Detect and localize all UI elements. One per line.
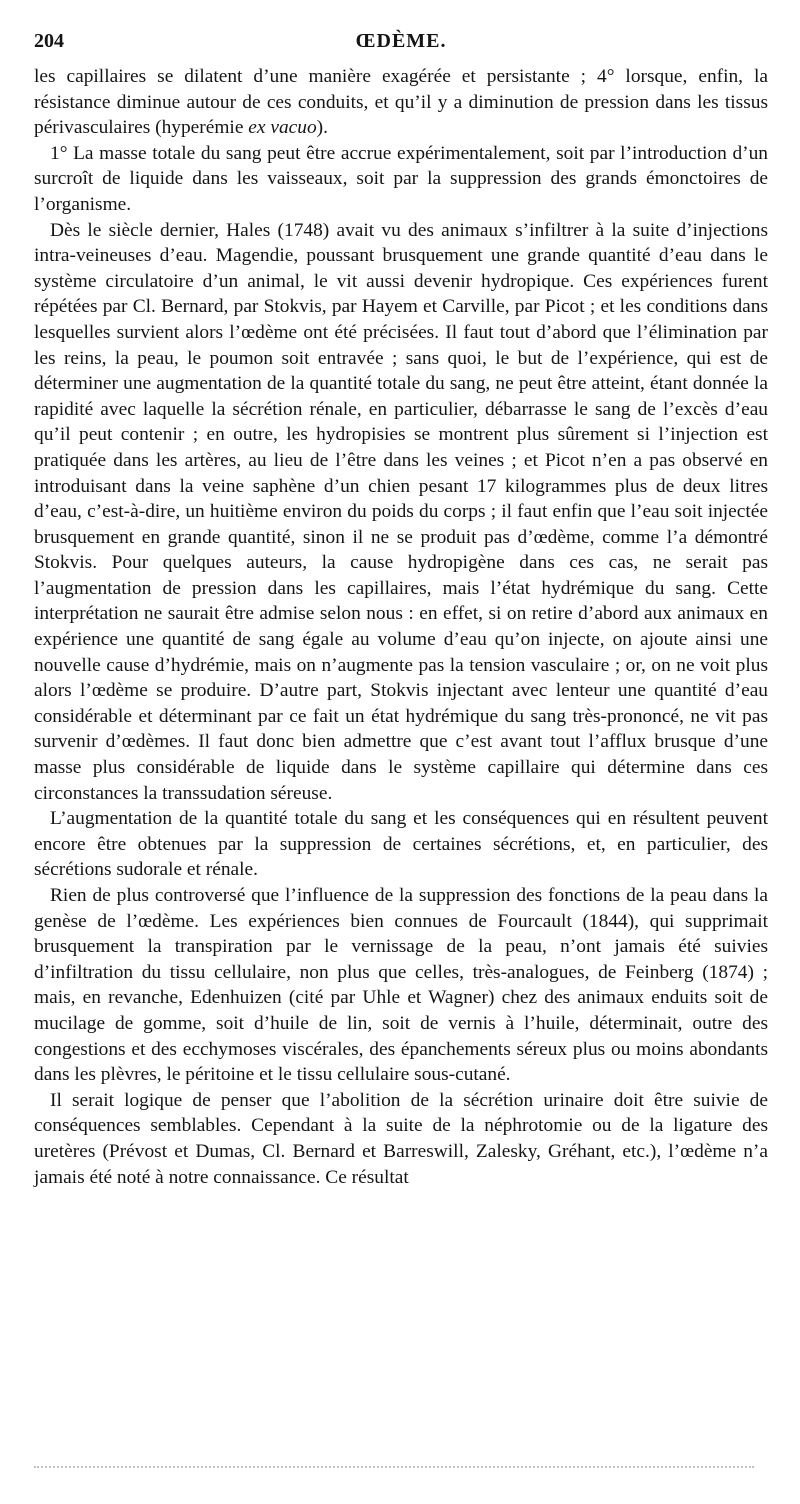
paragraph: L’augmentation de la quantité totale du sang et les conséquences qui en résultent peuvent encore être obtenues par la suppression de certaines sécrétions, et, en particulier, des sécrétions sudorale et rénale. — [34, 808, 768, 881]
page-number: 204 — [34, 30, 64, 52]
page-header — [34, 30, 768, 64]
italic-phrase: ex vacuo — [248, 117, 317, 139]
body-text — [34, 64, 768, 1190]
book-page — [34, 30, 768, 1190]
paragraph: Dès le siècle dernier, Hales (1748) avait vu des animaux s’infiltrer à la suite d’injections intra-veineuses d’eau. Magendie, poussant brusquement une grande quantité d’eau dans le système circulatoire d’un animal, le vit aussi devenir hydropique. Ces expériences furent répétées par Cl. Bernard, par Stokvis, par Hayem et Carville, par Picot ; et les conditions dans lesquelles survient alors l’œdème ont été précisées. Il faut tout d’abord que l’élimination par les reins, la peau, le poumon soit entravée ; sans quoi, le but de l’expérience, qui est de déterminer une augmentation de la quantité totale du sang, ne peut être atteint, étant donnée la rapidité avec laquelle la sécrétion rénale, en particulier, débarrasse le sang de l’excès d’eau qu’il peut contenir ; en outre, les hydropisies se montrent plus sûrement si l’injection est pratiquée dans les artères, au lieu de l’être dans les veines ; et Picot n’en a pas observé en introduisant dans la veine saphène d’un chien pesant 17 kilogrammes plus de deux litres d’eau, c’est-à-dire, un huitième environ du poids du corps ; il faut enfin que l’eau soit injectée brusquement en grande quantité, sinon il ne se produit pas d’œdème, comme l’a démontré Stokvis. Pour quelques auteurs, la cause hydropigène dans ces cas, ne serait pas l’augmentation de pression dans les capillaires, mais l’état hydrémique du sang. Cette interprétation ne saurait être admise selon nous : en effet, si on retire d’abord aux animaux en expérience une quantité de sang égale au volume d’eau qu’on injecte, on ajoute ainsi une nouvelle cause d’hydrémie, mais on n’augmente pas la tension vasculaire ; or, on ne voit plus alors l’œdème se produire. D’autre part, Stokvis injectant avec lenteur une quantité d’eau considérable et déterminant par ce fait un état hydrémique du sang très-prononcé, ne vit pas survenir d’œdèmes. Il faut donc bien admettre que c’est avant tout l’afflux brusque d’une masse plus considérable de liquide dans le système capillaire qui détermine dans ces circonstances la transsudation séreuse. — [34, 219, 768, 804]
paragraph-text: les capillaires se dilatent d’une manière exagérée et persistante ; 4° lorsque, enfin, la résistance diminue autour de ces conduits, et qu’il y a diminution de pression dans les tissus périvasculaires (hyperémie — [34, 66, 768, 139]
bottom-bleed-line — [34, 1466, 754, 1468]
paragraph-continuation — [34, 64, 768, 141]
paragraph: Il serait logique de penser que l’abolition de la sécrétion urinaire doit être suivie de conséquences semblables. Cependant à la suite de la néphrotomie ou de la ligature des uretères (Prévost et Dumas, Cl. Bernard et Barreswill, Zalesky, Gréhant, etc.), l’œdème n’a jamais été noté à notre connaissance. Ce résultat — [34, 1089, 768, 1188]
paragraph: 1° La masse totale du sang peut être accrue expérimentalement, soit par l’introduction d’un surcroît de liquide dans les vaisseaux, soit par la suppression des grands émonctoires de l’organisme. — [34, 142, 768, 215]
running-title: ŒDÈME. — [355, 30, 447, 52]
paragraph-text: ). — [316, 117, 328, 139]
paragraph: Rien de plus controversé que l’influence de la suppression des fonctions de la peau dans la genèse de l’œdème. Les expériences bien connues de Fourcault (1844), qui supprimait brusquement la transpiration par le vernissage de la peau, n’ont jamais été suivies d’infiltration du tissu cellulaire, non plus que celles, très-analogues, de Feinberg (1874) ; mais, en revanche, Edenhuizen (cité par Uhle et Wagner) chez des animaux enduits soit de mucilage de gomme, soit d’huile de lin, soit de vernis à l’huile, déterminait, outre des congestions et des ecchymoses viscérales, des épanchements séreux plus ou moins abondants dans les plèvres, le péritoine et le tissu cellulaire sous-cutané. — [34, 885, 768, 1086]
